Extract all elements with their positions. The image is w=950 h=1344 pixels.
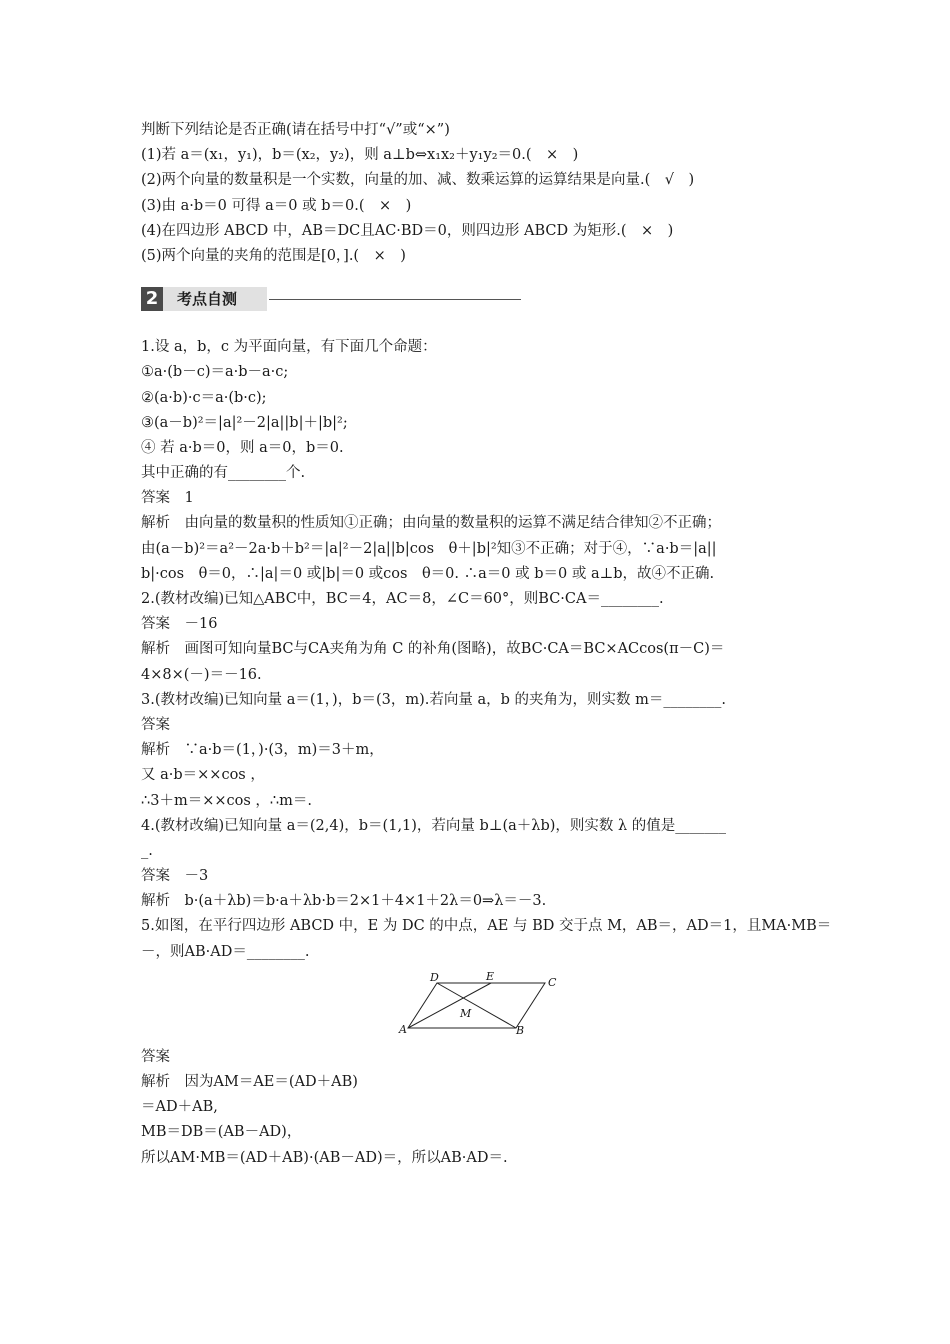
problem-4	[141, 814, 821, 915]
label-m: M	[460, 1006, 472, 1020]
judge-item-2: (2)两个向量的数量积是一个实数，向量的加、减、数乘运算的运算结果是向量.( √ )	[141, 172, 695, 189]
problem-line: 5.如图，在平行四边形 ABCD 中，E 为 DC 的中点，AE 与 BD 交于点 M，AB＝，AD＝1，且MA·MB＝	[141, 918, 832, 935]
parallelogram-diagram	[397, 971, 567, 1037]
parallelogram-figure	[141, 971, 821, 1037]
analysis-line: 所以AM·MB＝(AD＋AB)·(AB－AD)＝，所以AB·AD＝.	[141, 1149, 508, 1166]
problem-line: 3.(教材改编)已知向量 a＝(1，)，b＝(3，m).若向量 a，b 的夹角为，则实数 m＝________.	[141, 691, 726, 708]
analysis-line: b|·cos θ＝0，∴|a|＝0 或|b|＝0 或cos θ＝0. ∴a＝0 或 b＝0 或 a⊥b，故④不正确.	[141, 565, 715, 582]
problem-5-solution	[141, 1045, 821, 1171]
problem-line: ①a·(b－c)＝a·b－a·c;	[141, 364, 289, 381]
analysis-line: 解析 由向量的数量积的性质知①正确；由向量的数量积的运算不满足结合律知②不正确；	[141, 515, 721, 532]
problem-2	[141, 587, 821, 688]
section-rule	[269, 299, 521, 300]
answer-line: 答案 1	[141, 490, 194, 507]
problem-line: 1.设 a，b，c 为平面向量，有下面几个命题：	[141, 339, 437, 356]
analysis-line: 解析 b·(a＋λb)＝b·a＋λb·b＝2×1＋4×1＋2λ＝0⇒λ＝－3.	[141, 893, 547, 910]
judge-item-5: (5)两个向量的夹角的范围是[0，].( × )	[141, 247, 406, 264]
problem-line: _.	[141, 842, 153, 859]
label-a: A	[399, 1022, 407, 1036]
problem-line: 其中正确的有________个.	[141, 465, 306, 482]
problem-line: 2.(教材改编)已知△ABC中，BC＝4，AC＝8，∠C＝60°，则BC·CA＝________.	[141, 591, 664, 607]
section-header	[141, 287, 821, 313]
answer-line: 答案 －16	[141, 616, 218, 633]
judge-block	[141, 118, 821, 269]
judge-intro: 判断下列结论是否正确(请在括号中打“√”或“×”)	[141, 122, 450, 138]
analysis-line: 由(a－b)²＝a²－2a·b＋b²＝|a|²－2|a||b|cos θ＋|b|²知③不正确；对于④，∵a·b＝|a||	[141, 540, 717, 557]
problem-line: ④ 若 a·b＝0，则 a＝0，b＝0.	[141, 439, 344, 456]
problem-line: ③(a－b)²＝|a|²－2|a||b|＋|b|²;	[141, 414, 348, 431]
analysis-line: 又 a·b＝××cos ，	[141, 767, 265, 784]
problem-3	[141, 688, 821, 814]
section-number: 2	[141, 287, 163, 311]
judge-item-1: (1)若 a＝(x₁，y₁)，b＝(x₂，y₂)，则 a⊥b⇔x₁x₂＋y₁y₂＝0.( × )	[141, 147, 579, 164]
analysis-line: ＝AD＋AB,	[141, 1099, 218, 1116]
label-e: E	[486, 970, 495, 983]
problem-1	[141, 335, 821, 587]
answer-line: 答案	[141, 1048, 170, 1065]
analysis-line: ∴3＋m＝××cos ，∴m＝.	[141, 792, 312, 809]
document-page	[141, 118, 832, 1171]
judge-item-4: (4)在四边形 ABCD 中，AB＝DC且AC·BD＝0，则四边形 ABCD 为矩形.( × )	[141, 222, 674, 239]
analysis-line: 解析 ∵a·b＝(1，)·(3，m)＝3＋m，	[141, 742, 384, 759]
label-b: B	[516, 1023, 525, 1037]
problem-line: －，则AB·AD＝________.	[141, 943, 310, 960]
section-title: 考点自测	[163, 287, 267, 311]
label-d: D	[430, 970, 439, 984]
analysis-line: 解析 因为AM＝AE＝(AD＋AB)	[141, 1074, 358, 1090]
analysis-line: 解析 画图可知向量BC与CA夹角为角 C 的补角(图略)，故BC·CA＝BC×ACcos(π－C)＝	[141, 641, 725, 658]
judge-item-3: (3)由 a·b＝0 可得 a＝0 或 b＝0.( × )	[141, 197, 412, 214]
answer-line: 答案 －3	[141, 868, 209, 885]
analysis-line: MB＝DB＝(AB－AD)，	[141, 1124, 302, 1141]
analysis-line: 4×8×(－)＝－16.	[141, 666, 262, 683]
answer-line: 答案	[141, 716, 170, 733]
problem-line: ②(a·b)·c＝a·(b·c);	[141, 389, 267, 406]
problem-5	[141, 914, 832, 964]
problem-line: 4.(教材改编)已知向量 a＝(2,4)，b＝(1,1)，若向量 b⊥(a＋λb)，则实数 λ 的值是_______	[141, 817, 727, 834]
label-c: C	[548, 975, 557, 989]
